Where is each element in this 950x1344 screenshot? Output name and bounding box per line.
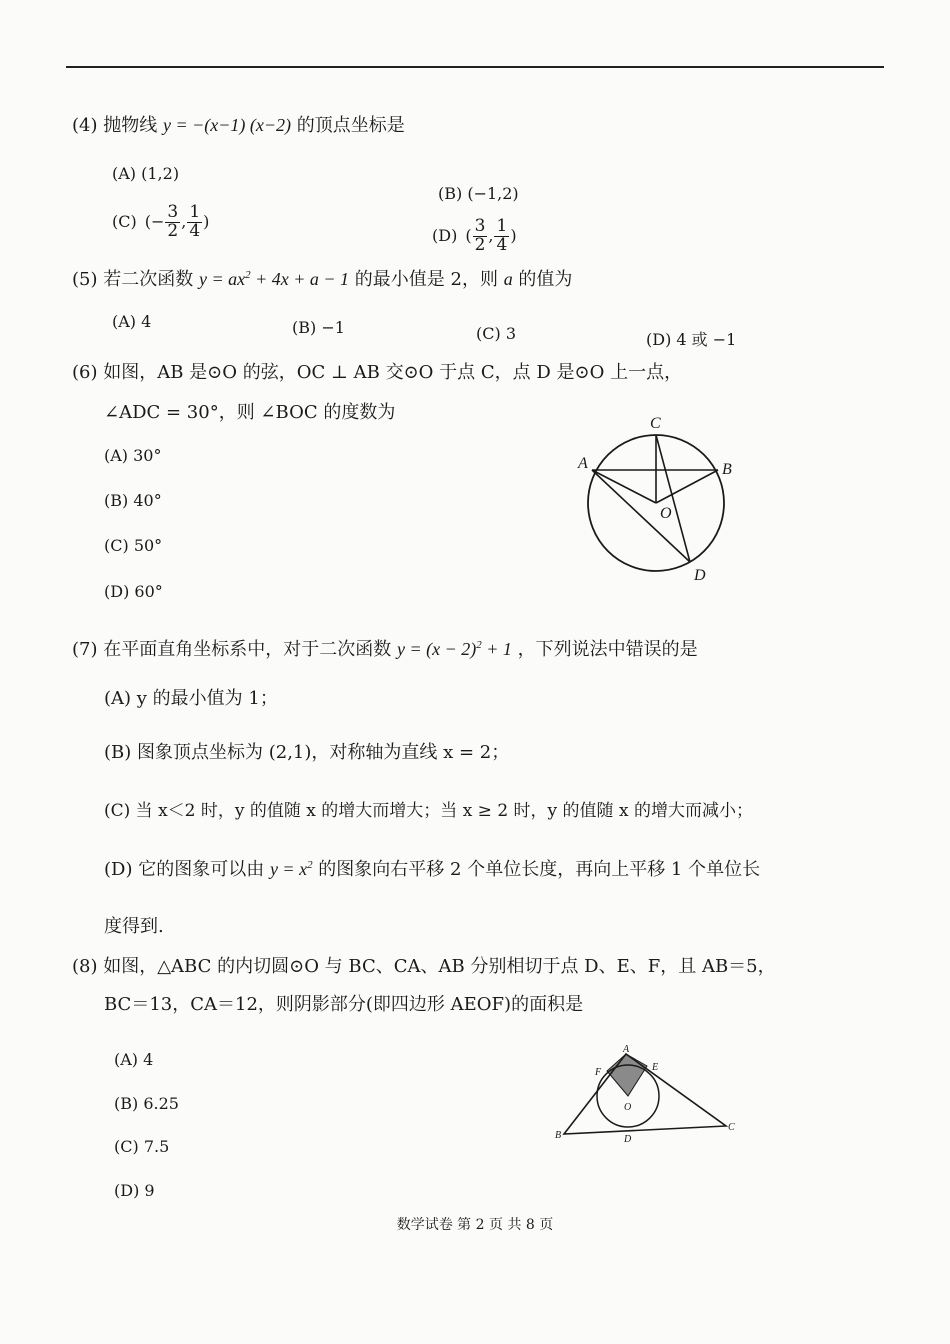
q5-var: a (503, 269, 513, 289)
q4-option-d-close: ) (510, 226, 517, 246)
q7-stem (72, 640, 698, 659)
q8-label-f: F (595, 1067, 602, 1078)
q4-option-d (432, 218, 517, 255)
q6-label-c: C (650, 415, 661, 432)
q8-label-o: O (624, 1102, 632, 1113)
q4-number: (4) (72, 115, 98, 136)
q7-option-d-formula: $y = x^2$ (269, 859, 313, 879)
q5-number: (5) (72, 269, 98, 290)
q5-option-a: (A) 4 (112, 312, 152, 331)
q8-option-d: (D) 9 (114, 1181, 155, 1200)
q6-label-a: A (578, 455, 588, 472)
q8-label-a: A (623, 1044, 630, 1055)
q7-text-b: ，下列说法中错误的是 (517, 639, 698, 660)
q7-option-d-cont: 度得到. (104, 916, 164, 937)
q8-shaded-quad (607, 1054, 647, 1096)
q8-label-b: B (555, 1130, 562, 1141)
q4-option-a: (A) (1,2) (112, 164, 180, 183)
q6-option-b: (B) 40° (104, 491, 162, 510)
q6-stem-line2: ∠ADC = 30°，则 ∠BOC 的度数为 (104, 402, 396, 423)
q6-label-b: B (722, 461, 732, 478)
q8-label-c: C (728, 1122, 735, 1133)
q7-text-a: 在平面直角坐标系中，对于二次函数 (103, 639, 392, 660)
q4-text-b: 的顶点坐标是 (296, 115, 405, 136)
q4-text-a: 抛物线 (103, 115, 158, 136)
q4-option-c (112, 204, 209, 241)
q4-stem (72, 116, 405, 135)
q6-label-o: O (660, 505, 672, 522)
q4-option-c-label: (C) (112, 212, 137, 232)
q7-option-d (104, 860, 760, 879)
q7-formula: $y = (x - 2)^2 + 1$ (396, 639, 512, 659)
page-footer: 数学试卷 第 2 页 共 8 页 (396, 1217, 554, 1233)
q5-stem (72, 270, 572, 289)
q8-label-d: D (624, 1134, 632, 1145)
q4-option-b: (B) (−1,2) (438, 184, 519, 203)
q4-option-d-open: ( (465, 226, 472, 246)
q5-option-b: (B) −1 (292, 318, 345, 337)
q6-line-ao (592, 470, 656, 503)
q5-formula: $y = ax^2 + 4x + a - 1$ (198, 269, 350, 289)
q8-option-a: (A) 4 (114, 1050, 154, 1069)
q8-triangle-figure (550, 1040, 750, 1150)
q7-option-b: (B) 图象顶点坐标为 (2,1)，对称轴为直线 x = 2； (104, 742, 510, 763)
q6-label-d: D (694, 567, 706, 584)
q6-line-cd (656, 435, 690, 562)
q5-text-c: 的值为 (518, 269, 573, 290)
header-rule (66, 66, 884, 68)
q7-option-c: (C) 当 x＜2 时，y 的值随 x 的增大而增大；当 x ≥ 2 时，y 的值随 x 的增大而减小； (104, 801, 753, 821)
q6-option-d: (D) 60° (104, 582, 163, 601)
q8-label-e: E (652, 1062, 659, 1073)
q4-option-d-frac1: $\frac{3}{2}$ (474, 216, 486, 255)
q4-option-c-sign: (− (144, 212, 165, 232)
q4-option-d-comma: , (488, 226, 494, 246)
q6-stem-line1: (6) 如图，AB 是⊙O 的弦，OC ⊥ AB 交⊙O 于点 C，点 D 是⊙O 上一点， (72, 362, 683, 383)
q4-option-c-comma: , (181, 212, 187, 232)
q6-option-c: (C) 50° (104, 536, 163, 555)
q4-option-d-frac2: $\frac{1}{4}$ (496, 216, 508, 255)
q6-line-ob (656, 470, 718, 503)
q6-line-ad (592, 470, 690, 562)
q4-option-c-frac2: $\frac{1}{4}$ (189, 202, 201, 241)
q5-option-d: (D) 4 或 −1 (646, 330, 737, 349)
q7-option-d-text-b: 的图象向右平移 2 个单位长度，再向上平移 1 个单位长 (318, 859, 761, 880)
q7-number: (7) (72, 639, 98, 660)
q5-text-a: 若二次函数 (103, 269, 194, 290)
q4-option-d-label: (D) (432, 226, 458, 246)
q8-option-b: (B) 6.25 (114, 1094, 179, 1113)
q4-option-c-frac1: $\frac{3}{2}$ (167, 202, 179, 241)
q8-option-c: (C) 7.5 (114, 1137, 170, 1156)
q7-option-d-text-a: (D) 它的图象可以由 (104, 859, 265, 880)
q5-option-c: (C) 3 (476, 324, 516, 343)
q8-stem-line2: BC＝13，CA＝12，则阴影部分(即四边形 AEOF)的面积是 (104, 994, 584, 1015)
q6-circle-figure (570, 410, 750, 590)
q5-text-b: 的最小值是 2，则 (354, 269, 498, 290)
q4-formula: y = −(x−1) (x−2) (162, 115, 291, 135)
q4-option-c-close: ) (203, 212, 210, 232)
q6-option-a: (A) 30° (104, 446, 162, 465)
q8-stem-line1: (8) 如图，△ABC 的内切圆⊙O 与 BC、CA、AB 分别相切于点 D、E、F，且 AB＝5， (72, 956, 776, 977)
q7-option-a: (A) y 的最小值为 1； (104, 688, 278, 709)
